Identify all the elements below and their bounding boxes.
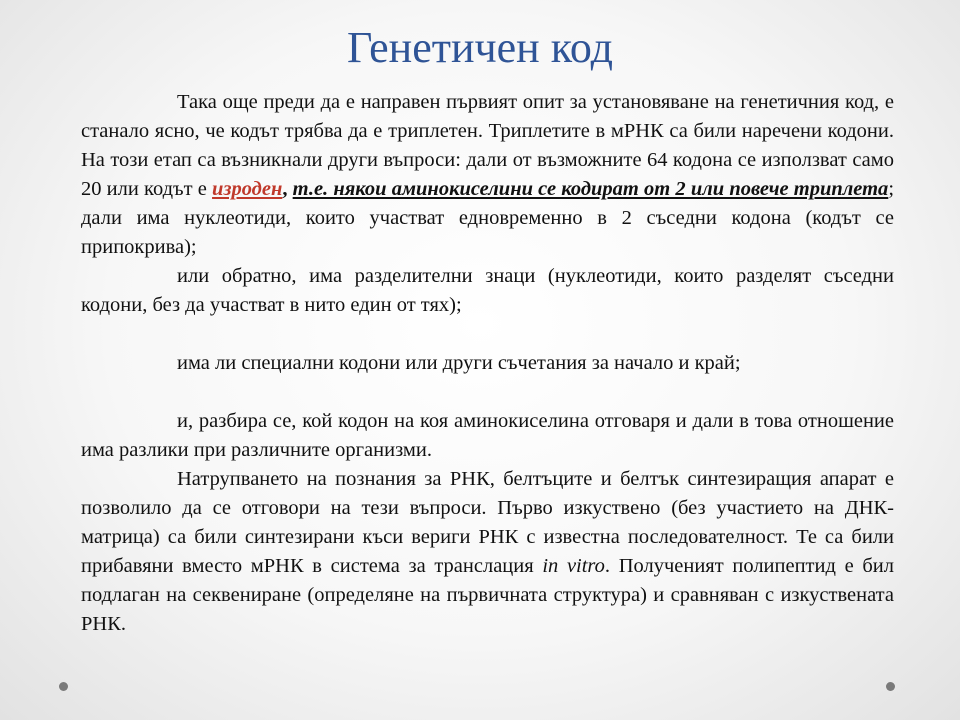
paragraph-4: и, разбира се, кой кодон на коя аминокиселина отговаря и дали в това отношение има разлики при различните организми. <box>81 410 894 461</box>
paragraph-3: има ли специални кодони или други съчетания за начало и край; <box>177 352 741 374</box>
emphasis-comma: , <box>282 178 288 200</box>
slide-title: Генетичен код <box>347 23 613 72</box>
emphasis-definition: т.е. някои аминокиселини се кодират от 2 или повече триплета <box>292 178 889 200</box>
paragraph-5 <box>81 465 894 639</box>
paragraph-1 <box>81 88 894 262</box>
slide-body <box>81 88 894 639</box>
paragraph-1-text-a: Така още преди да е направен първият опит за установяване на генетичния код, е станало ясно, че кодът трябва да е триплетен. Триплетите в мРНК са били наречени кодони. На този етап са възникнали други въпроси: дали от възможните 64 кодона се използват само 20 или кодът е <box>81 91 894 200</box>
decorative-dot-right <box>886 682 895 691</box>
paragraph-1-text-b: ; дали има нуклеотиди, които участват едновременно в 2 съседни кодона (кодът се припокрива); <box>81 178 895 258</box>
emphasis-degenerate: изроден <box>212 178 283 200</box>
paragraph-5-text-b: . Полученият полипептид е бил подлаган на секвениране (определяне на първичната структура) и сравняван с изкуствената РНК. <box>81 555 894 635</box>
paragraph-5-text-a: Натрупването на познания за РНК, белтъците и белтък синтезиращия апарат е позволило да се отговори на тези въпроси. Първо изкуствено (без участието на ДНК-матрица) са били синтезирани къси вериги РНК с известна последователност. Те са били прибавяни вместо мРНК в система за транслация <box>81 468 894 577</box>
in-vitro-italic: in vitro <box>542 555 605 577</box>
decorative-dot-left <box>59 682 68 691</box>
paragraph-2: или обратно, има разделителни знаци (нуклеотиди, които разделят съседни кодони, без да участват в нито един от тях); <box>81 265 894 316</box>
